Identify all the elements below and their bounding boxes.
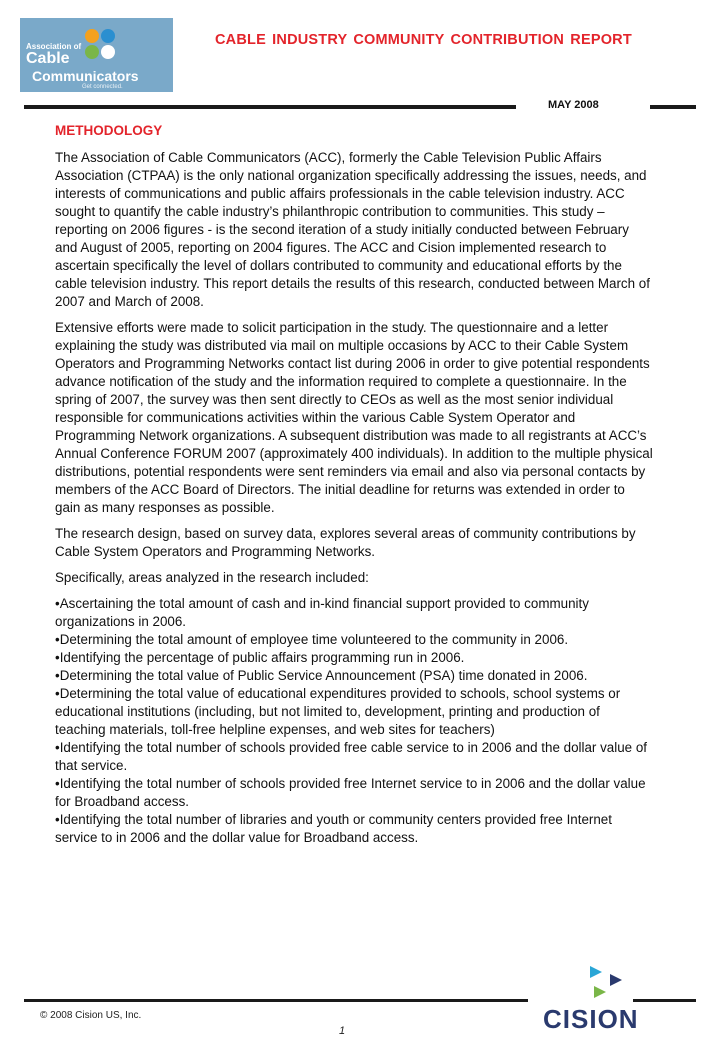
header-rule-right xyxy=(650,105,696,109)
list-item: •Identifying the percentage of public affairs programming run in 2006. xyxy=(55,650,465,665)
report-date: MAY 2008 xyxy=(548,99,599,111)
footer-rule-left xyxy=(24,999,528,1002)
logo-line-2: Cable xyxy=(26,50,70,67)
logo-line-3: Communicators xyxy=(32,68,139,84)
body-content xyxy=(55,149,653,847)
section-title: METHODOLOGY xyxy=(55,123,163,138)
acc-logo xyxy=(20,18,173,92)
list-item: •Determining the total amount of employee time volunteered to the community in 2006. xyxy=(55,632,569,647)
paragraph-design: The research design, based on survey data, explores several areas of community contributions by Cable System Operators and Programming Networks. xyxy=(55,526,636,559)
cision-logo-mark-icon xyxy=(588,966,628,1000)
report-title: CABLE INDUSTRY COMMUNITY CONTRIBUTION REPORT xyxy=(215,32,632,48)
footer-rule-right xyxy=(633,999,696,1002)
paragraph-efforts: Extensive efforts were made to solicit participation in the study. The questionnaire and a letter explaining the study was distributed via mail on multiple occasions by ACC to their Cable System Operators and Programming Networks contact list during 2006 in order to give potential respondents advance notification of the study and the information required to complete a questionnaire. In the spring of 2007, the survey was then sent directly to CEOs as well as the most senior individual responsible for communications activities within the various Cable System Operator and Programming Network organizations. A subsequent distribution was made to all registrants at ACC’s Annual Conference FORUM 2007 (approximately 400 individuals). In addition to the multiple physical distributions, potential respondents were sent reminders via email and also via personal contacts by members of the ACC Board of Directors. The initial deadline for returns was extended in order to gain as many responses as possible. xyxy=(55,320,653,515)
cision-logo-text: CISION xyxy=(543,1004,639,1034)
list-item: •Determining the total value of educational expenditures provided to schools, school systems or educational institutions (including, but not limited to, development, printing and production of teaching materials, toll-free helpline expenses, and web sites for teachers) xyxy=(55,686,621,737)
list-item: •Determining the total value of Public Service Announcement (PSA) time donated in 2006. xyxy=(55,668,588,683)
paragraph-areas-intro: Specifically, areas analyzed in the research included: xyxy=(55,570,369,585)
logo-tagline: Get connected. xyxy=(82,84,123,90)
list-item: •Identifying the total number of libraries and youth or community centers provided free Internet service to in 2006 and the dollar value for Broadband access. xyxy=(55,812,612,845)
acc-logo-mark-icon xyxy=(80,24,120,64)
list-item: •Ascertaining the total amount of cash and in-kind financial support provided to community organizations in 2006. xyxy=(55,596,589,629)
areas-list xyxy=(55,595,653,847)
list-item: •Identifying the total number of schools provided free cable service to in 2006 and the dollar value of that service. xyxy=(55,740,648,773)
copyright-text: © 2008 Cision US, Inc. xyxy=(40,1010,142,1021)
header-rule-left xyxy=(24,105,516,109)
page-number: 1 xyxy=(339,1025,346,1037)
paragraph-intro: The Association of Cable Communicators (ACC), formerly the Cable Television Public Affairs Association (CTPAA) is the only national organization specifically addressing the issues, needs, and interests of communications and public affairs professionals in the cable television industry. ACC sought to quantify the cable industry’s philanthropic contribution to communities. This study – reporting on 2006 figures - is the second iteration of a study initially conducted between February and August of 2005, reporting on 2004 figures. The ACC and Cision implemented research to ascertain specifically the level of dollars contributed to community and educational efforts by the cable television industry. This report details the results of this research, conducted between March of 2007 and March of 2008. xyxy=(55,150,650,309)
list-item: •Identifying the total number of schools provided free Internet service to in 2006 and the dollar value for Broadband access. xyxy=(55,776,646,809)
logo-line-1: Association of xyxy=(26,42,82,51)
